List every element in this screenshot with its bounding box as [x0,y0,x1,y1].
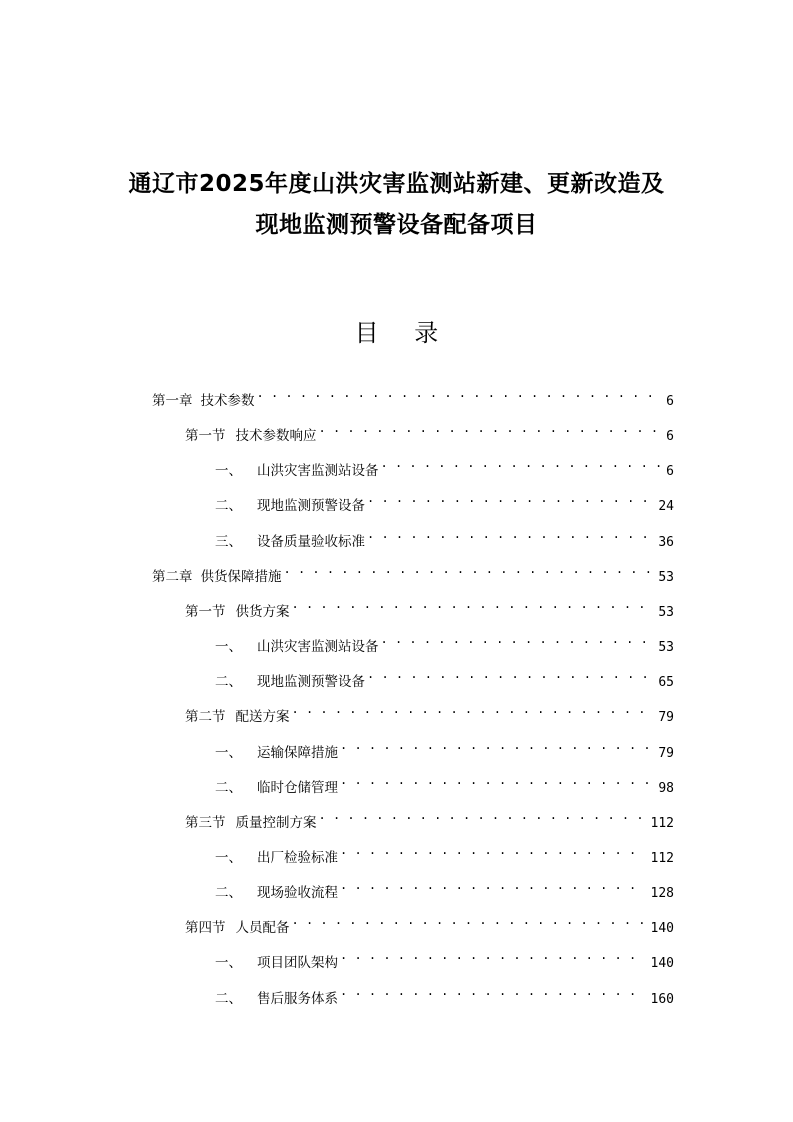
toc-dot-leader [367,662,652,686]
toc-entry-title: 现场验收流程 [257,885,338,902]
toc-entry-page-number: 6 [666,394,674,409]
toc-dot-leader [340,733,652,757]
document-title-line-2: 现地监测预警设备配备项目 [255,212,538,238]
toc-entry[interactable] [215,838,674,866]
toc-entry-page-number: 53 [658,640,674,656]
toc-entry[interactable] [215,486,674,515]
toc-entry-number: 二、 [215,990,242,1007]
toc-entry[interactable] [185,697,674,726]
toc-entry-page-number: 36 [658,534,674,550]
toc-entry-page-number: 140 [650,921,674,937]
toc-entry-title: 售后服务体系 [257,990,338,1007]
toc-entry-number: 第一节 [185,603,226,620]
toc-entry[interactable] [215,979,674,1007]
toc-entry-title: 质量控制方案 [235,814,317,831]
toc-dot-leader [340,838,645,862]
toc-entry[interactable] [185,908,674,937]
toc-entry-page-number: 79 [658,745,674,761]
toc-entry[interactable] [185,592,674,620]
toc-entry-title: 现地监测预警设备 [257,674,365,691]
toc-entry-title: 设备质量验收标准 [257,533,365,550]
toc-entry-title: 人员配备 [235,920,290,937]
toc-entry-title: 现地监测预警设备 [257,498,365,515]
toc-entry-title: 山洪灾害监测站设备 [257,639,379,656]
toc-entry-number: 第一节 [185,428,226,445]
toc-entry-number: 二、 [215,674,242,691]
toc-entry-title: 技术参数 [200,393,255,409]
toc-entry-number: 一、 [215,463,242,480]
toc-entry[interactable] [185,416,674,445]
toc-entry-title: 项目团队架构 [257,955,338,972]
toc-dot-leader [340,979,645,1003]
toc-entry-page-number: 79 [658,710,674,726]
toc-dot-leader [367,522,652,546]
toc-entry-number: 第一章 [152,393,193,409]
toc-dot-leader [367,486,652,510]
toc-entry-title: 出厂检验标准 [257,849,338,866]
toc-entry-title: 临时仓储管理 [257,779,338,796]
toc-entry[interactable] [215,451,674,480]
toc-heading: 目 录 [354,319,453,347]
toc-entry-number: 第二章 [152,568,193,585]
toc-entry-number: 第四节 [185,920,226,937]
toc-entry-title: 配送方案 [235,709,290,726]
toc-dot-leader [292,697,653,721]
toc-entry-number: 二、 [215,779,242,796]
toc-entry-page-number: 128 [650,886,674,902]
toc-entry[interactable] [215,662,674,691]
toc-entry-number: 第二节 [185,709,226,726]
toc-dot-leader [381,451,661,475]
toc-dot-leader [284,557,653,581]
toc-entry-page-number: 112 [650,815,674,831]
toc-entry-title: 运输保障措施 [257,744,338,761]
toc-entry[interactable] [215,627,674,656]
toc-dot-leader [340,873,645,897]
toc-entry-number: 一、 [215,639,242,656]
toc-entry-page-number: 24 [658,499,674,515]
toc-entry-page-number: 160 [650,991,674,1007]
toc-dot-leader [319,803,645,827]
toc-entry-page-number: 112 [650,850,674,866]
toc-dot-leader [292,908,645,932]
toc-entry-page-number: 65 [658,675,674,691]
toc-entry-number: 第三节 [185,814,226,831]
toc-entry-number: 一、 [215,744,242,761]
toc-entry-page-number: 140 [650,956,674,972]
toc-entry-page-number: 6 [666,464,674,480]
toc-entry-title: 山洪灾害监测站设备 [257,463,379,480]
toc-entry[interactable] [215,873,674,902]
toc-entry[interactable] [152,381,674,409]
toc-entry[interactable] [215,768,674,796]
toc-entry[interactable] [215,733,674,761]
toc-entry-title: 供货方案 [235,603,290,620]
toc-dot-leader [340,943,645,967]
toc-dot-leader [319,416,661,440]
toc-entry-number: 三、 [215,533,242,550]
toc-entry-title: 技术参数响应 [235,428,317,445]
toc-dot-leader [257,381,661,405]
toc-entry[interactable] [215,943,674,972]
toc-entry[interactable] [215,522,674,550]
toc-entry-number: 二、 [215,885,242,902]
toc-entry[interactable] [185,803,674,831]
toc-dot-leader [340,768,652,792]
toc-entry-page-number: 53 [658,604,674,620]
toc-entry-number: 二、 [215,498,242,515]
document-title-line-1: 通辽市2025年度山洪灾害监测站新建、更新改造及 [128,171,665,197]
toc-entry-page-number: 53 [658,569,674,585]
toc-entry-title: 供货保障措施 [200,568,282,585]
toc-entry-page-number: 6 [666,429,674,445]
toc-entry-number: 一、 [215,849,242,866]
toc-entry[interactable] [152,557,674,585]
toc-dot-leader [292,592,653,616]
toc-dot-leader [381,627,653,651]
toc-entry-number: 一、 [215,955,242,972]
toc-entry-page-number: 98 [658,780,674,796]
